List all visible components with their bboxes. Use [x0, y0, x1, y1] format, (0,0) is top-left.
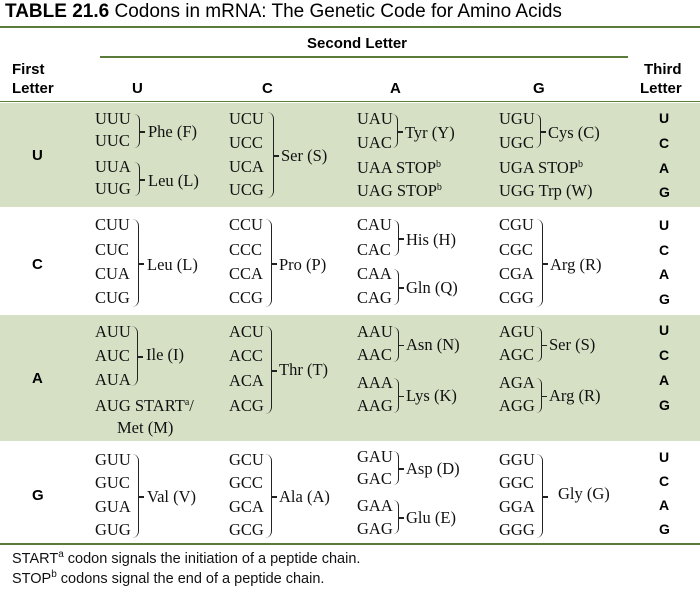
- codon-UGC: UGC: [499, 133, 534, 152]
- codon-UUA: UUA: [95, 157, 131, 176]
- codon-GUG: GUG: [95, 520, 131, 539]
- brace-thr: [265, 326, 272, 414]
- codon-CUU: CUU: [95, 215, 130, 234]
- third-letter-a-c: C: [659, 347, 670, 363]
- brace-gln: [393, 269, 399, 305]
- codon-UAC: UAC: [357, 133, 392, 152]
- header-rule: [0, 101, 700, 102]
- brace-phe: [134, 114, 140, 148]
- brace-asp: [393, 451, 399, 485]
- codon-CUC: CUC: [95, 240, 129, 259]
- brace-glu: [393, 500, 399, 534]
- top-rule: [0, 26, 700, 28]
- codon-GCA: GCA: [229, 497, 264, 516]
- third-letter-header-line1: Third: [644, 61, 682, 78]
- codon-GAU: GAU: [357, 447, 393, 466]
- codon-AUU: AUU: [95, 322, 131, 341]
- codon-AAC: AAC: [357, 345, 392, 364]
- codon-GUA: GUA: [95, 497, 131, 516]
- codon-ACG: ACG: [229, 396, 264, 415]
- amino-acid-ala: Ala (A): [279, 487, 330, 506]
- amino-acid-lys: Lys (K): [406, 386, 457, 405]
- column-header-u: U: [132, 80, 143, 97]
- codon-UGG-trp: UGG Trp (W): [499, 181, 593, 200]
- brace-ser-a: [536, 327, 542, 362]
- codon-UGU: UGU: [499, 109, 535, 128]
- codon-GCU: GCU: [229, 450, 264, 469]
- first-letter-g: G: [32, 487, 44, 504]
- third-letter-u-g: G: [659, 184, 670, 200]
- brace-lys: [393, 378, 399, 413]
- first-letter-header-line2: Letter: [12, 80, 54, 97]
- brace-val: [132, 454, 139, 538]
- stop-superscript: b: [436, 182, 442, 193]
- amino-acid-arg-c: Arg (R): [550, 255, 602, 274]
- codon-UUG: UUG: [95, 179, 131, 198]
- brace-his: [393, 220, 399, 256]
- start-superscript: a: [184, 397, 190, 408]
- amino-acid-cys: Cys (C): [548, 123, 600, 142]
- brace-ser-u: [267, 112, 274, 198]
- codon-CCG: CCG: [229, 288, 263, 307]
- amino-acid-tyr: Tyr (Y): [405, 123, 455, 142]
- codon-AGG: AGG: [499, 396, 535, 415]
- codon-ACU: ACU: [229, 322, 264, 341]
- codon-UAG-stop: UAG STOP$^b$: [357, 181, 442, 200]
- amino-acid-glu: Glu (E): [406, 508, 456, 527]
- table-title-text: Codons in mRNA: The Genetic Code for Amino Acids: [114, 1, 562, 22]
- codon-GUC: GUC: [95, 473, 130, 492]
- third-letter-u-c: C: [659, 135, 670, 151]
- bottom-rule: [0, 543, 700, 545]
- third-letter-g-g: G: [659, 521, 670, 537]
- codon-UAA-stop: UAA STOP$^b$: [357, 158, 442, 177]
- brace-arg-a: [536, 378, 542, 413]
- codon-CAC: CAC: [357, 240, 391, 259]
- codon-CGA: CGA: [499, 264, 534, 283]
- codon-GUU: GUU: [95, 450, 131, 469]
- third-letter-c-a: A: [659, 266, 670, 282]
- codon-AGU: AGU: [499, 322, 535, 341]
- first-letter-header-line1: First: [12, 61, 45, 78]
- codon-ACC: ACC: [229, 346, 263, 365]
- codon-CCC: CCC: [229, 240, 263, 259]
- third-letter-c-u: U: [659, 217, 670, 233]
- column-header-c: C: [262, 80, 273, 97]
- codon-CCA: CCA: [229, 264, 263, 283]
- brace-gly: [536, 454, 543, 538]
- brace-arg-c: [536, 219, 543, 307]
- third-letter-g-a: A: [659, 497, 670, 513]
- stop-superscript: b: [436, 159, 442, 170]
- codon-UUU: UUU: [95, 109, 131, 128]
- codon-AUA: AUA: [95, 370, 131, 389]
- table-title: [5, 1, 562, 23]
- amino-acid-thr: Thr (T): [279, 360, 329, 379]
- codon-GAG: GAG: [357, 519, 393, 538]
- codon-CGG: CGG: [499, 288, 534, 307]
- codon-UGA-stop: UGA STOP$^b$: [499, 158, 584, 177]
- codon-AGC: AGC: [499, 345, 534, 364]
- codon-ACA: ACA: [229, 371, 264, 390]
- codon-CCU: CCU: [229, 215, 263, 234]
- codon-GAC: GAC: [357, 469, 392, 488]
- brace-tyr: [392, 114, 398, 148]
- amino-acid-gln: Gln (Q): [406, 278, 458, 297]
- amino-acid-ser-u: Ser (S): [281, 146, 328, 165]
- brace-asn: [393, 327, 399, 362]
- third-letter-g-u: U: [659, 449, 670, 465]
- codon-GGC: GGC: [499, 473, 534, 492]
- third-letter-header-line2: Letter: [640, 80, 682, 97]
- codon-CAG: CAG: [357, 288, 392, 307]
- table-number: TABLE 21.6: [5, 1, 110, 22]
- first-letter-a: A: [32, 370, 43, 387]
- brace-ile: [131, 326, 138, 386]
- codon-UCU: UCU: [229, 109, 264, 128]
- amino-acid-met: Met (M): [117, 418, 174, 437]
- brace-leu-u: [134, 162, 140, 196]
- codon-AAA: AAA: [357, 373, 393, 392]
- first-letter-c: C: [32, 256, 43, 273]
- codon-UCG: UCG: [229, 180, 264, 199]
- codon-AUC: AUC: [95, 346, 130, 365]
- brace-leu-c: [132, 219, 139, 307]
- amino-acid-arg-a: Arg (R): [549, 386, 601, 405]
- third-letter-c-g: G: [659, 291, 670, 307]
- codon-GGU: GGU: [499, 450, 535, 469]
- brace-pro: [265, 219, 272, 307]
- codon-AUG-start: AUG START$^a$/: [95, 396, 194, 415]
- amino-acid-leu-u: Leu (L): [148, 171, 199, 190]
- first-letter-u: U: [32, 147, 43, 164]
- column-header-g: G: [533, 80, 545, 97]
- codon-UUC: UUC: [95, 131, 130, 150]
- codon-GGA: GGA: [499, 497, 535, 516]
- amino-acid-ile: Ile (I): [146, 345, 185, 364]
- amino-acid-asn: Asn (N): [406, 335, 460, 354]
- title-bar: [0, 0, 700, 25]
- amino-acid-asp: Asp (D): [406, 459, 460, 478]
- amino-acid-ser-a: Ser (S): [549, 335, 596, 354]
- third-letter-u-u: U: [659, 110, 670, 126]
- third-letter-a-g: G: [659, 397, 670, 413]
- stop-superscript: b: [578, 159, 584, 170]
- codon-CUA: CUA: [95, 264, 130, 283]
- codon-AAG: AAG: [357, 396, 393, 415]
- amino-acid-pro: Pro (P): [279, 255, 327, 274]
- brace-cys: [535, 114, 541, 148]
- amino-acid-his: His (H): [406, 230, 456, 249]
- amino-acid-val: Val (V): [147, 487, 197, 506]
- codon-UAU: UAU: [357, 109, 393, 128]
- codon-CAA: CAA: [357, 264, 392, 283]
- third-letter-c-c: C: [659, 242, 670, 258]
- third-letter-a-u: U: [659, 322, 670, 338]
- codon-AAU: AAU: [357, 322, 393, 341]
- footnote-start: START$^a$ codon signals the initiation of a peptide chain.: [12, 549, 361, 567]
- third-letter-a-a: A: [659, 372, 670, 388]
- codon-CGC: CGC: [499, 240, 533, 259]
- codon-CGU: CGU: [499, 215, 534, 234]
- codon-GCC: GCC: [229, 473, 263, 492]
- column-header-a: A: [390, 80, 401, 97]
- amino-acid-gly: Gly (G): [558, 484, 610, 503]
- codon-UCA: UCA: [229, 157, 264, 176]
- amino-acid-phe: Phe (F): [148, 122, 198, 141]
- codon-CUG: CUG: [95, 288, 130, 307]
- second-letter-header: Second Letter: [307, 35, 408, 52]
- brace-ala: [265, 454, 272, 538]
- codon-GGG: GGG: [499, 520, 535, 539]
- codon-UCC: UCC: [229, 133, 263, 152]
- second-letter-rule: [100, 56, 628, 58]
- footnote-stop: STOP$^b$ codons signal the end of a peptide chain.: [12, 569, 325, 587]
- amino-acid-leu-c: Leu (L): [147, 255, 198, 274]
- codon-AGA: AGA: [499, 373, 535, 392]
- third-letter-u-a: A: [659, 160, 670, 176]
- third-letter-g-c: C: [659, 473, 670, 489]
- codon-CAU: CAU: [357, 215, 392, 234]
- codon-GAA: GAA: [357, 496, 393, 515]
- codon-GCG: GCG: [229, 520, 264, 539]
